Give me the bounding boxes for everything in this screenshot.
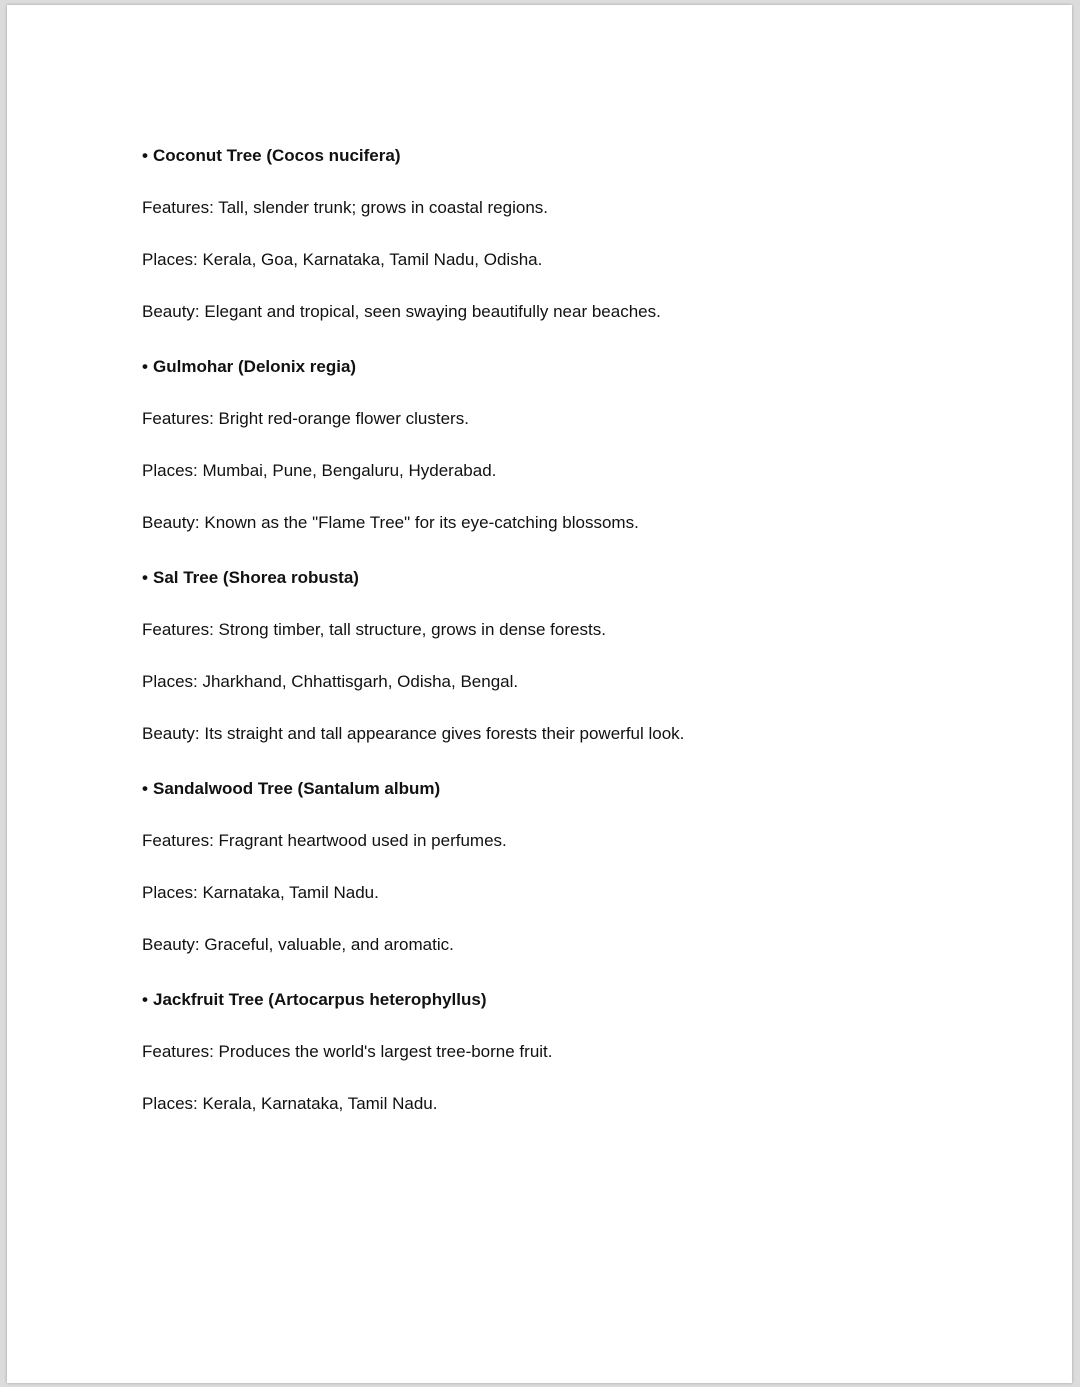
tree-entry-sandalwood — [142, 776, 1022, 958]
tree-features: Features: Bright red-orange flower clusters. — [142, 409, 469, 428]
tree-heading — [142, 776, 1022, 802]
tree-features: Features: Fragrant heartwood used in perfumes. — [142, 831, 507, 850]
tree-features: Features: Produces the world's largest tree-borne fruit. — [142, 1042, 553, 1061]
tree-places: Places: Jharkhand, Chhattisgarh, Odisha, Bengal. — [142, 672, 519, 691]
bullet-icon: • — [142, 568, 148, 587]
tree-beauty: Beauty: Its straight and tall appearance gives forests their powerful look. — [142, 724, 685, 743]
tree-heading-text: Coconut Tree (Cocos nucifera) — [153, 146, 401, 165]
tree-heading — [142, 143, 1022, 169]
tree-entry-jackfruit — [142, 987, 1022, 1117]
bullet-icon: • — [142, 146, 148, 165]
tree-heading-text: Jackfruit Tree (Artocarpus heterophyllus) — [153, 990, 487, 1009]
tree-heading-text: Gulmohar (Delonix regia) — [153, 357, 357, 376]
tree-beauty: Beauty: Known as the "Flame Tree" for its eye-catching blossoms. — [142, 513, 639, 532]
tree-beauty: Beauty: Graceful, valuable, and aromatic. — [142, 935, 454, 954]
tree-heading — [142, 354, 1022, 380]
tree-places: Places: Karnataka, Tamil Nadu. — [142, 883, 379, 902]
tree-heading — [142, 987, 1022, 1013]
tree-places: Places: Mumbai, Pune, Bengaluru, Hyderabad. — [142, 461, 497, 480]
tree-places: Places: Kerala, Goa, Karnataka, Tamil Nadu, Odisha. — [142, 250, 543, 269]
tree-beauty: Beauty: Elegant and tropical, seen swaying beautifully near beaches. — [142, 302, 661, 321]
tree-features: Features: Strong timber, tall structure, grows in dense forests. — [142, 620, 606, 639]
tree-heading-text: Sandalwood Tree (Santalum album) — [153, 779, 441, 798]
bullet-icon: • — [142, 357, 148, 376]
tree-entry-gulmohar — [142, 354, 1022, 536]
tree-heading — [142, 565, 1022, 591]
bullet-icon: • — [142, 990, 148, 1009]
tree-features: Features: Tall, slender trunk; grows in coastal regions. — [142, 198, 548, 217]
document-page — [7, 5, 1072, 1383]
tree-places: Places: Kerala, Karnataka, Tamil Nadu. — [142, 1094, 438, 1113]
document-content — [142, 143, 1022, 1117]
tree-entry-sal — [142, 565, 1022, 747]
tree-entry-coconut — [142, 143, 1022, 325]
tree-heading-text: Sal Tree (Shorea robusta) — [153, 568, 359, 587]
bullet-icon: • — [142, 779, 148, 798]
